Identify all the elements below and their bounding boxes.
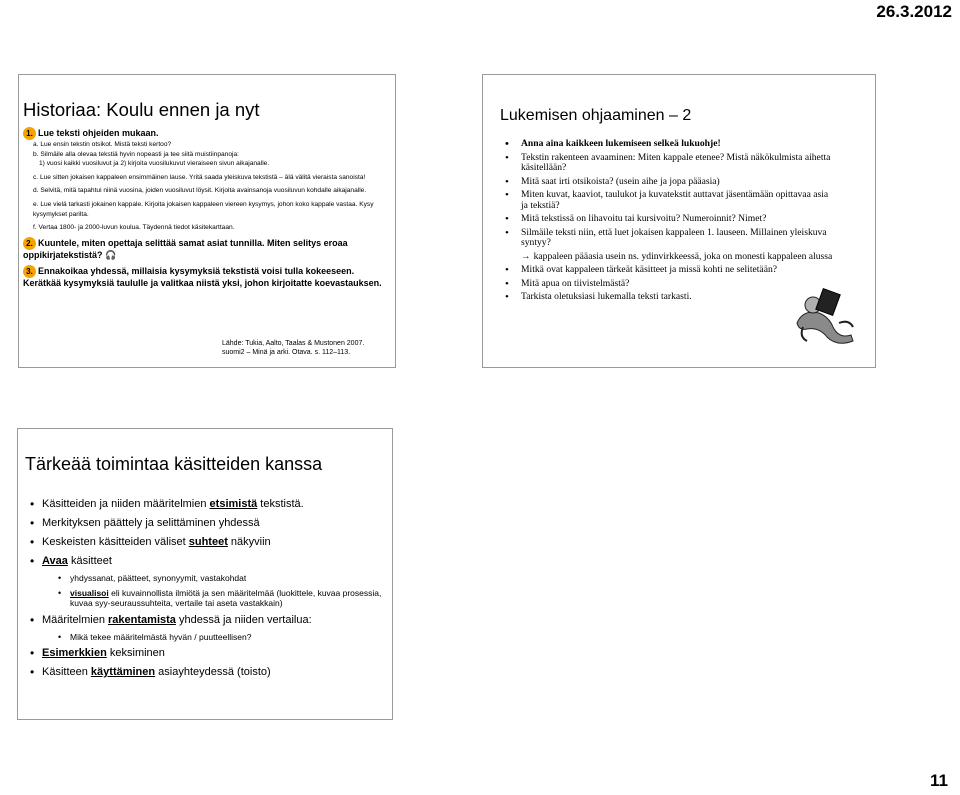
arrow-right-icon: → [521, 250, 531, 262]
step-1d: d. Selvitä, mitä tapahtui niinä vuosina, joiden vuosiluvut löysit. Kirjoita avainsanoja vuosiluvun kohdalle aikajanalle. [33, 187, 367, 195]
textbook-excerpt [23, 127, 389, 289]
list-item: • Mitä apua on tiivistelmästä? [505, 279, 835, 290]
step-1-number: 1. [23, 127, 36, 140]
step-1c: c. Lue sitten jokaisen kappaleen ensimmäinen lause. Yritä saada yleiskuva tekstistä – älä välitä vieraista sanoista! [33, 173, 366, 181]
step-1a: a. Lue ensin tekstin otsikot. Mistä teksti kertoo? [33, 141, 172, 148]
step-3: 3. Ennakoikaa yhdessä, millaisia kysymyksiä tekstistä voisi tulla kokeeseen. Kerätkää kysymyksiä taululle ja valitkaa niistä yksi, johon kirjoitatte koevastauksen. [23, 265, 382, 288]
slide1-title: Historiaa: Koulu ennen ja nyt [23, 99, 260, 120]
list-item: • Käsitteen käyttäminen asiayhteydessä (toisto) [28, 665, 388, 679]
list-item: • Mitä tekstissä on lihavoitu tai kursivoitu? Numeroinnit? Nimet? [505, 214, 835, 225]
step-1b-detail: 1) vuosi kaikki vuosiluvut ja 2) kirjoita vuosilukuvut vieraiseen sivun aikajanalle. [39, 160, 270, 168]
list-item: • Avaa käsitteet [28, 554, 388, 568]
list-item: • Silmäile teksti niin, että luet jokaisen kappaleen 1. lauseen. Millainen yleiskuva syntyy? [505, 228, 835, 249]
list-item: • Tekstin rakenteen avaaminen: Miten kappale etenee? Mistä näkökulmista aihetta käsitellään? [505, 153, 835, 174]
source-citation: Lähde: Tukia, Aalto, Taalas & Mustonen 2007. suomi2 – Minä ja arki. Otava. s. 112–113. [222, 340, 365, 356]
sub-list-item: • visualisoi eli kuvainnollista ilmiötä ja sen määritelmää (luokittele, kuvaa prosessia, kuvaa syy-seuraussuhteita, vertaile tai aseta vastakkain) [28, 588, 388, 609]
slide-historiaa [18, 74, 396, 368]
list-item: • Anna aina kaikkeen lukemiseen selkeä lukuohje! [505, 139, 835, 150]
list-item: • Käsitteiden ja niiden määritelmien etsimistä tekstistä. [28, 497, 388, 511]
step-1e: e. Lue vielä tarkasti jokainen kappale. Kirjoita jokaisen kappaleen viereen kysymys, johon koko kappale vastaa. Kysy kysymykset parilta. [33, 200, 374, 218]
list-item: • Keskeisten käsitteiden väliset suhteet näkyviin [28, 535, 388, 549]
sub-list-item: • yhdyssanat, päätteet, synonyymit, vastakohdat [28, 573, 388, 584]
slide-lukemisen-ohjaaminen [482, 74, 876, 368]
sub-list-item: • Mikä tekee määritelmästä hyvän / puutteellisen? [28, 632, 388, 643]
list-item: • Merkityksen päättely ja selittäminen yhdessä [28, 516, 388, 530]
step-2: 2. Kuuntele, miten opettaja selittää samat asiat tunnilla. Miten selitys eroaa oppikirjatekstistä? 🎧 [23, 237, 348, 260]
step-2-number: 2. [23, 237, 36, 250]
list-item: • Miten kuvat, kaaviot, taulukot ja kuvatekstit auttavat jäsentämään opittavaa asia ja tekstiä? [505, 190, 835, 211]
list-item: • Mitä saat irti otsikoista? (usein aihe ja jopa pääasia) [505, 177, 835, 188]
slide2-title: Lukemisen ohjaaminen – 2 [500, 107, 692, 124]
list-item: • Tarkista oletuksiasi lukemalla teksti tarkasti. [505, 292, 835, 303]
date-header: 26.3.2012 [876, 2, 952, 21]
slide-kasitteet [17, 428, 393, 720]
step-1: 1. Lue teksti ohjeiden mukaan. [23, 127, 389, 140]
list-item: • Esimerkkien keksiminen [28, 646, 388, 660]
concept-activity-list [28, 497, 388, 684]
step-1b: b. Silmäile alla olevaa tekstiä hyvin nopeasti ja tee siitä muistiinpanoja: [33, 150, 239, 158]
list-item: • Mitkä ovat kappaleen tärkeät käsitteet ja missä kohti ne selitetään? [505, 265, 835, 276]
reading-person-illustration [789, 283, 857, 347]
slide3-title: Tärkeää toimintaa käsitteiden kanssa [25, 454, 323, 474]
list-item: • Määritelmien rakentamista yhdessä ja niiden vertailua: [28, 613, 388, 627]
headphones-icon: 🎧 [105, 249, 117, 260]
reading-guidance-list [505, 139, 835, 306]
list-item-arrow: → kappaleen pääasia usein ns. ydinvirkkeessä, joka on monesti kappaleen alussa [521, 250, 833, 262]
page-number: 11 [930, 771, 948, 790]
step-1f: f. Vertaa 1800- ja 2000-luvun koulua. Täydennä tiedot käsitekarttaan. [33, 224, 235, 232]
step-3-number: 3. [23, 265, 36, 278]
